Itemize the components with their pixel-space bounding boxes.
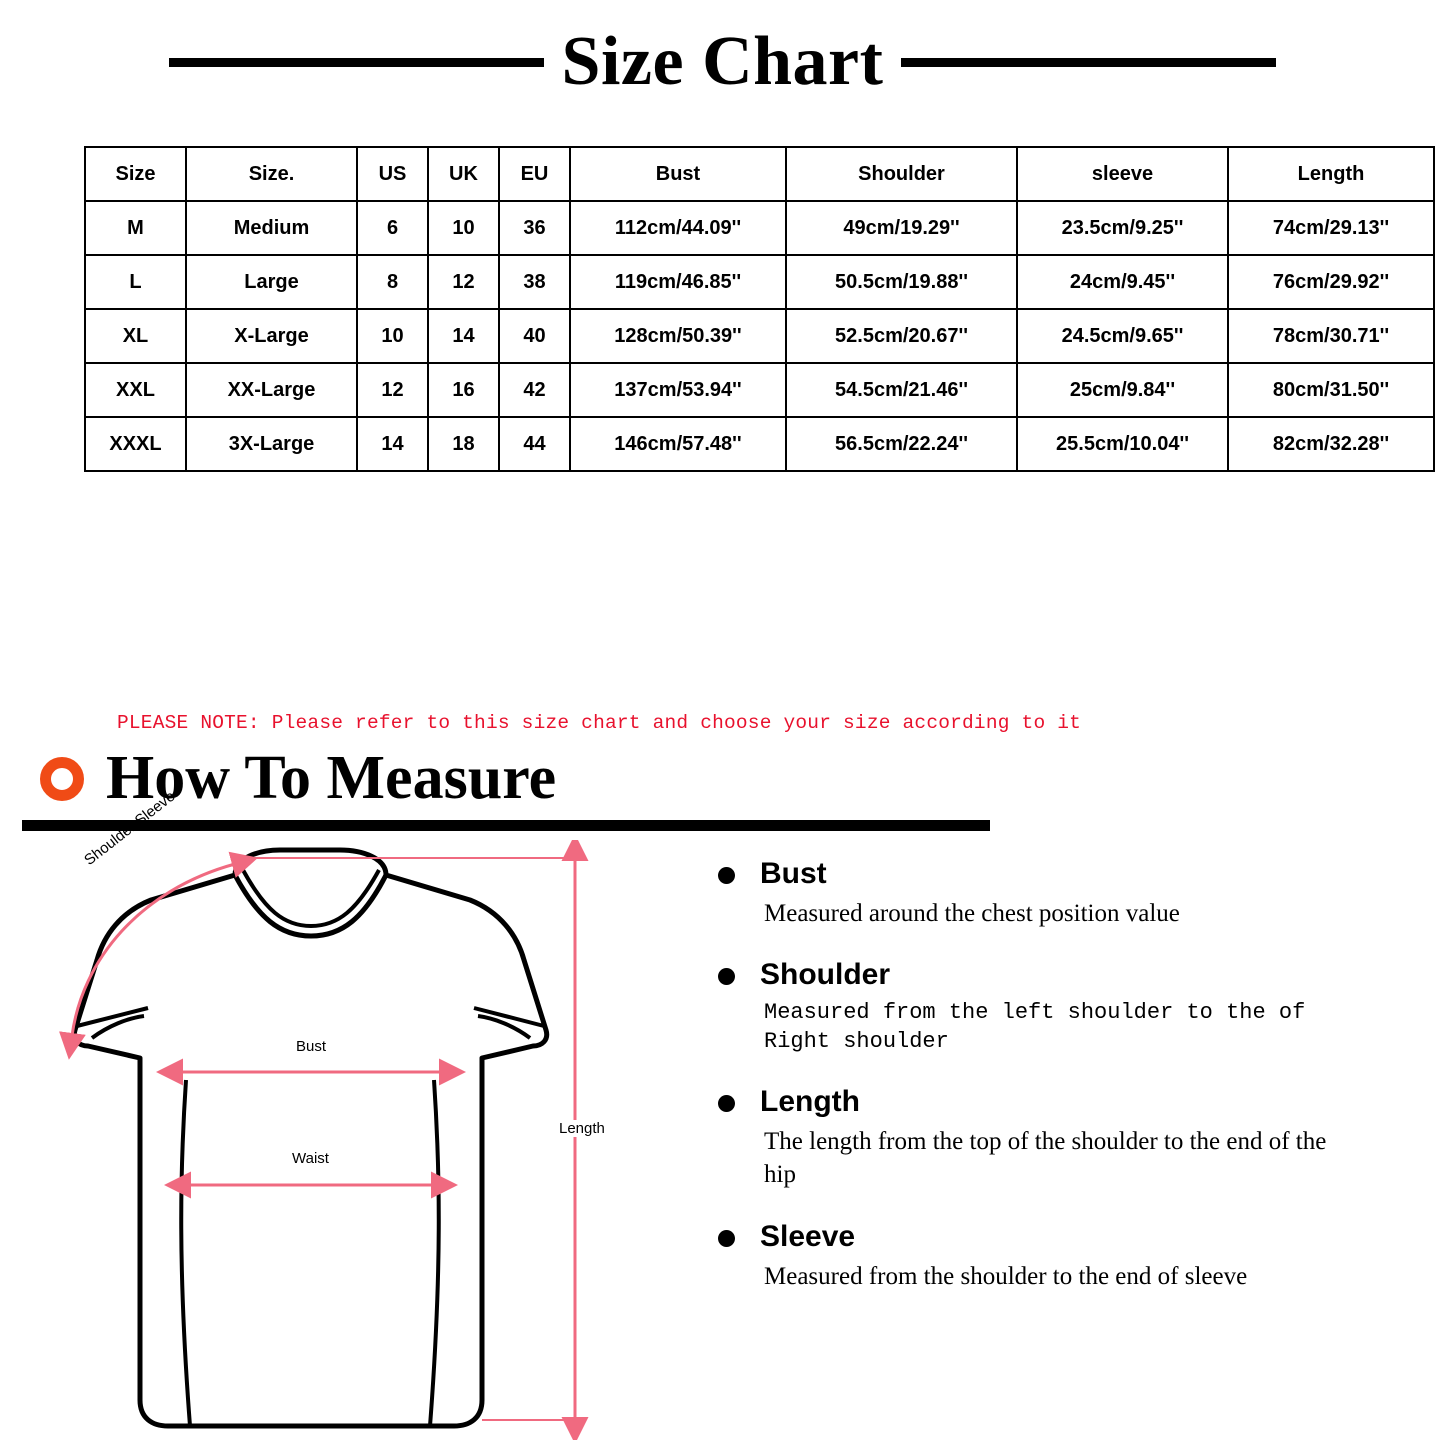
table-row xyxy=(85,255,1434,309)
cell-size-long: XX-Large xyxy=(186,363,357,417)
th-uk: UK xyxy=(428,147,499,201)
definition-description: Measured around the chest position value xyxy=(764,899,1180,927)
diagram-label-shoulder-sleeve: Shoulder Sleeve xyxy=(81,787,179,869)
table-row xyxy=(85,309,1434,363)
cell-size: XXL xyxy=(85,363,186,417)
cell-bust: 112cm/44.09'' xyxy=(570,201,786,255)
cell-size: L xyxy=(85,255,186,309)
please-note-text: PLEASE NOTE: Please refer to this size chart and choose your size according to it xyxy=(117,712,1082,734)
table-row xyxy=(85,201,1434,255)
cell-size-long: X-Large xyxy=(186,309,357,363)
cell-length: 82cm/32.28'' xyxy=(1228,417,1434,471)
list-item xyxy=(718,956,1398,1057)
cell-shoulder: 56.5cm/22.24'' xyxy=(786,417,1017,471)
cell-size: XXXL xyxy=(85,417,186,471)
cell-eu: 44 xyxy=(499,417,570,471)
cell-bust: 119cm/46.85'' xyxy=(570,255,786,309)
cell-bust: 146cm/57.48'' xyxy=(570,417,786,471)
cell-shoulder: 52.5cm/20.67'' xyxy=(786,309,1017,363)
th-sleeve: sleeve xyxy=(1017,147,1228,201)
definition-term: Sleeve xyxy=(760,1220,856,1254)
cell-uk: 16 xyxy=(428,363,499,417)
cell-sleeve: 24cm/9.45'' xyxy=(1017,255,1228,309)
cell-eu: 42 xyxy=(499,363,570,417)
cell-eu: 38 xyxy=(499,255,570,309)
th-size: Size xyxy=(85,147,186,201)
measure-definitions-list xyxy=(718,855,1398,1319)
bullet-dot-icon xyxy=(718,1230,735,1247)
cell-size: M xyxy=(85,201,186,255)
tshirt-measurement-diagram xyxy=(30,787,690,1440)
cell-us: 14 xyxy=(357,417,428,471)
cell-us: 6 xyxy=(357,201,428,255)
cell-shoulder: 54.5cm/21.46'' xyxy=(786,363,1017,417)
cell-size-long: Large xyxy=(186,255,357,309)
definition-term: Length xyxy=(760,1085,860,1119)
bullet-dot-icon xyxy=(718,867,735,884)
cell-uk: 18 xyxy=(428,417,499,471)
bullet-dot-icon xyxy=(718,968,735,985)
cell-size-long: Medium xyxy=(186,201,357,255)
cell-uk: 10 xyxy=(428,201,499,255)
cell-length: 76cm/29.92'' xyxy=(1228,255,1434,309)
diagram-label-waist: Waist xyxy=(288,1150,333,1167)
th-us: US xyxy=(357,147,428,201)
definition-term: Shoulder xyxy=(760,958,891,992)
diagram-label-length: Length xyxy=(555,1120,609,1137)
definition-description: Measured from the shoulder to the end of sleeve xyxy=(764,1262,1248,1290)
cell-bust: 128cm/50.39'' xyxy=(570,309,786,363)
tshirt-illustration xyxy=(30,840,690,1440)
title-rule-right xyxy=(901,58,1276,67)
th-size-long: Size. xyxy=(186,147,357,201)
bullet-dot-icon xyxy=(718,1095,735,1112)
table-header-row xyxy=(85,147,1434,201)
cell-size-long: 3X-Large xyxy=(186,417,357,471)
title-rule-left xyxy=(169,58,544,67)
cell-sleeve: 24.5cm/9.65'' xyxy=(1017,309,1228,363)
cell-shoulder: 49cm/19.29'' xyxy=(786,201,1017,255)
th-shoulder: Shoulder xyxy=(786,147,1017,201)
cell-sleeve: 23.5cm/9.25'' xyxy=(1017,201,1228,255)
cell-size: XL xyxy=(85,309,186,363)
list-item xyxy=(718,855,1398,930)
orange-ring-icon xyxy=(40,757,84,801)
th-length: Length xyxy=(1228,147,1434,201)
cell-us: 12 xyxy=(357,363,428,417)
cell-uk: 12 xyxy=(428,255,499,309)
list-item xyxy=(718,1218,1398,1293)
cell-length: 78cm/30.71'' xyxy=(1228,309,1434,363)
cell-us: 10 xyxy=(357,309,428,363)
cell-sleeve: 25.5cm/10.04'' xyxy=(1017,417,1228,471)
size-chart-table xyxy=(84,146,1435,472)
page-title-row xyxy=(0,12,1445,112)
cell-sleeve: 25cm/9.84'' xyxy=(1017,363,1228,417)
how-to-measure-rule xyxy=(22,820,990,831)
page-title: Size Chart xyxy=(561,23,884,100)
th-bust: Bust xyxy=(570,147,786,201)
list-item xyxy=(718,1083,1398,1192)
cell-shoulder: 50.5cm/19.88'' xyxy=(786,255,1017,309)
cell-length: 80cm/31.50'' xyxy=(1228,363,1434,417)
cell-us: 8 xyxy=(357,255,428,309)
diagram-label-bust: Bust xyxy=(292,1038,330,1055)
cell-eu: 36 xyxy=(499,201,570,255)
cell-bust: 137cm/53.94'' xyxy=(570,363,786,417)
th-eu: EU xyxy=(499,147,570,201)
cell-eu: 40 xyxy=(499,309,570,363)
definition-description: Measured from the left shoulder to the of Right shoulder xyxy=(764,999,1306,1055)
table-row xyxy=(85,417,1434,471)
definition-description: The length from the top of the shoulder to the end of the hip xyxy=(764,1127,1327,1189)
how-to-measure-title: How To Measure xyxy=(106,744,557,812)
cell-length: 74cm/29.13'' xyxy=(1228,201,1434,255)
table-row xyxy=(85,363,1434,417)
cell-uk: 14 xyxy=(428,309,499,363)
definition-term: Bust xyxy=(760,857,827,890)
